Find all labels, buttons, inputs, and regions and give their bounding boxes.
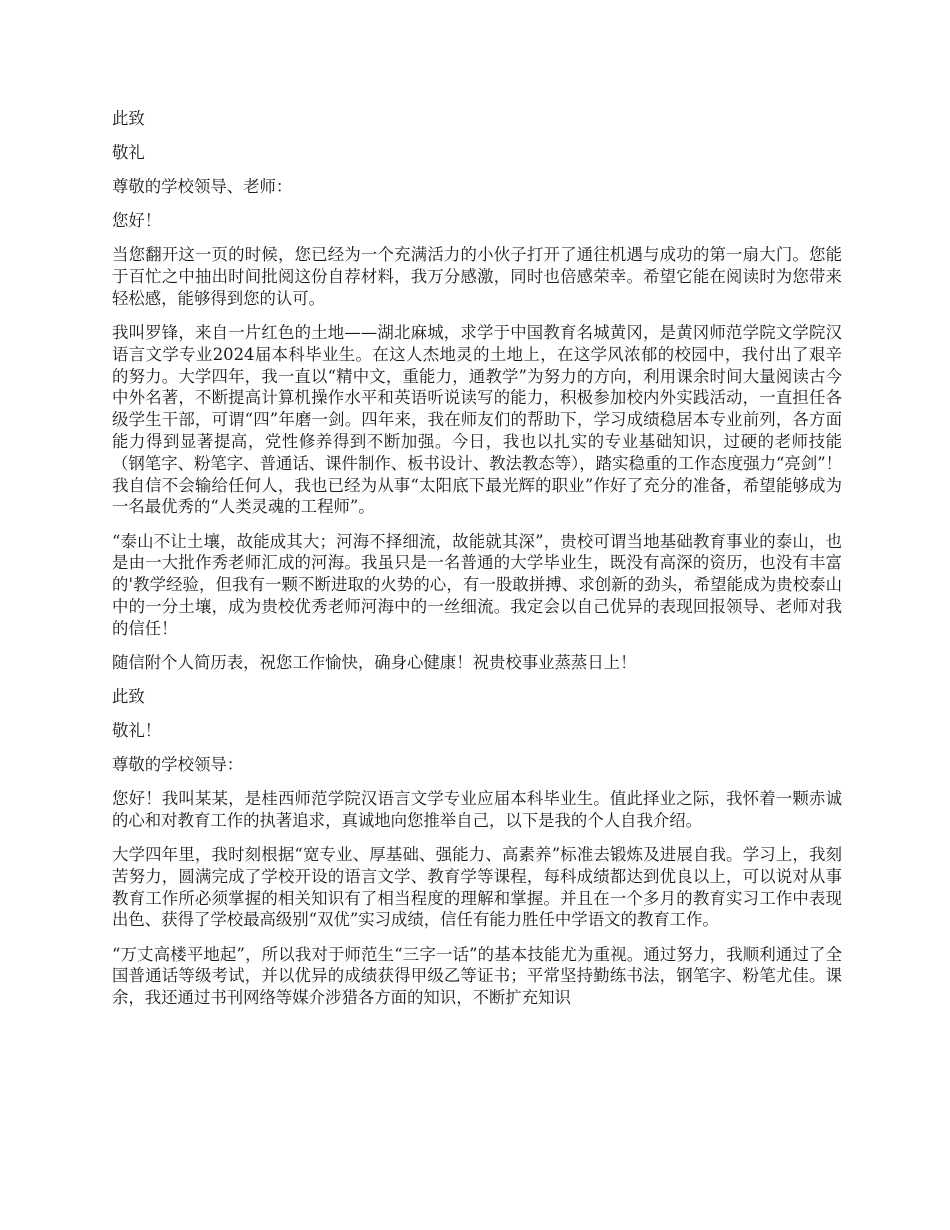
body-paragraph-skills: “万丈高楼平地起”，所以我对于师范生“三字一话”的基本技能尤为重视。通过努力，我顺利通过了全国普通话等级考试，并以优异的成绩获得甲级乙等证书；平常坚持勤练书法，钢笔字、粉笔尤佳。课余，我还通过书刊网络等媒介涉猎各方面的知识，不断扩充知识: [112, 944, 842, 1008]
closing-regards: 敬礼: [112, 143, 145, 163]
closing-regards-2: 敬礼！: [112, 721, 162, 740]
document-page: [112, 108, 842, 1021]
body-paragraph-intro: 当您翻开这一页的时候，您已经为一个充满活力的小伙子打开了通往机遇与成功的第一扇大门。您能于百忙之中抽出时间批阅这份自荐材料，我万分感激，同时也倍感荣幸。希望它能在阅读时为您带来轻松感，能够得到您的认可。: [112, 245, 842, 308]
greeting-addressee: 尊敬的学校领导、老师：: [112, 177, 293, 197]
body-paragraph-wishes: 随信附个人简历表，祝您工作愉快，确身心健康！祝贵校事业蒸蒸日上！: [112, 652, 637, 672]
greeting-addressee-2: 尊敬的学校领导：: [112, 755, 244, 775]
closing-salutation-2: 此致: [112, 686, 145, 706]
body-paragraph-studies: 大学四年里，我时刻根据“宽专业、厚基础、强能力、高素养”标准去锻炼及进展自我。学习上，我刻苦努力，圆满完成了学校开设的语言文学、教育学等课程，每科成绩都达到优良以上，可以说对从事教育工作所必须掌握的相关知识有了相当程度的理解和掌握。并且在一个多月的教育实习工作中表现出色、获得了学校最高级别“双优”实习成绩，信任有能力胜任中学语文的教育工作。: [112, 845, 842, 930]
body-paragraph-self-intro: 您好！我叫某某，是桂西师范学院汉语言文学专业应届本科毕业生。值此择业之际，我怀着一颗赤诚的心和对教育工作的执著追求，真诚地向您推举自己，以下是我的个人自我介绍。: [112, 789, 842, 830]
closing-salutation: 此致: [112, 109, 145, 128]
greeting-hello: 您好！: [112, 211, 162, 231]
body-paragraph-background: 我叫罗锋，来自一片红色的土地——湖北麻城，求学于中国教育名城黄冈，是黄冈师范学院文学院汉语言文学专业2024届本科毕业生。在这人杰地灵的土地上，在这学风浓郁的校园中，我付出了艰辛的努力。大学四年，我一直以“精中文，重能力，通教学”为努力的方向，利用课余时间大量阅读古今中外名著，不断提高计算机操作水平和英语听说读写的能力，积极参加校内外实践活动，一直担任各级学生干部，可谓“四”年磨一剑。四年来，我在师友们的帮助下，学习成绩稳居本专业前列，各方面能力得到显著提高，党性修养得到不断加强。今日，我也以扎实的专业基础知识，过硬的老师技能（钢笔字、粉笔字、普通话、课件制作、板书设计、教法教态等），踏实稳重的工作态度强力“亮剑”！我自信不会输给任何人，我也已经为从事“太阳底下最光辉的职业”作好了充分的准备，希望能够成为一名最优秀的“人类灵魂的工程师”。: [112, 323, 842, 517]
body-paragraph-aspiration: “泰山不让土壤，故能成其大；河海不择细流，故能就其深”，贵校可谓当地基础教育事业的泰山，也是由一大批作秀老师汇成的河海。我虽只是一名普通的大学毕业生，既没有高深的资历，也没有丰富的'教学经验，但我有一颗不断进取的火势的心，有一股敢拼搏、求创新的劲头，希望能成为贵校泰山中的一分土壤，成为贵校优秀老师河海中的一丝细流。我定会以自己优异的表现回报领导、老师对我的信任！: [112, 531, 842, 638]
